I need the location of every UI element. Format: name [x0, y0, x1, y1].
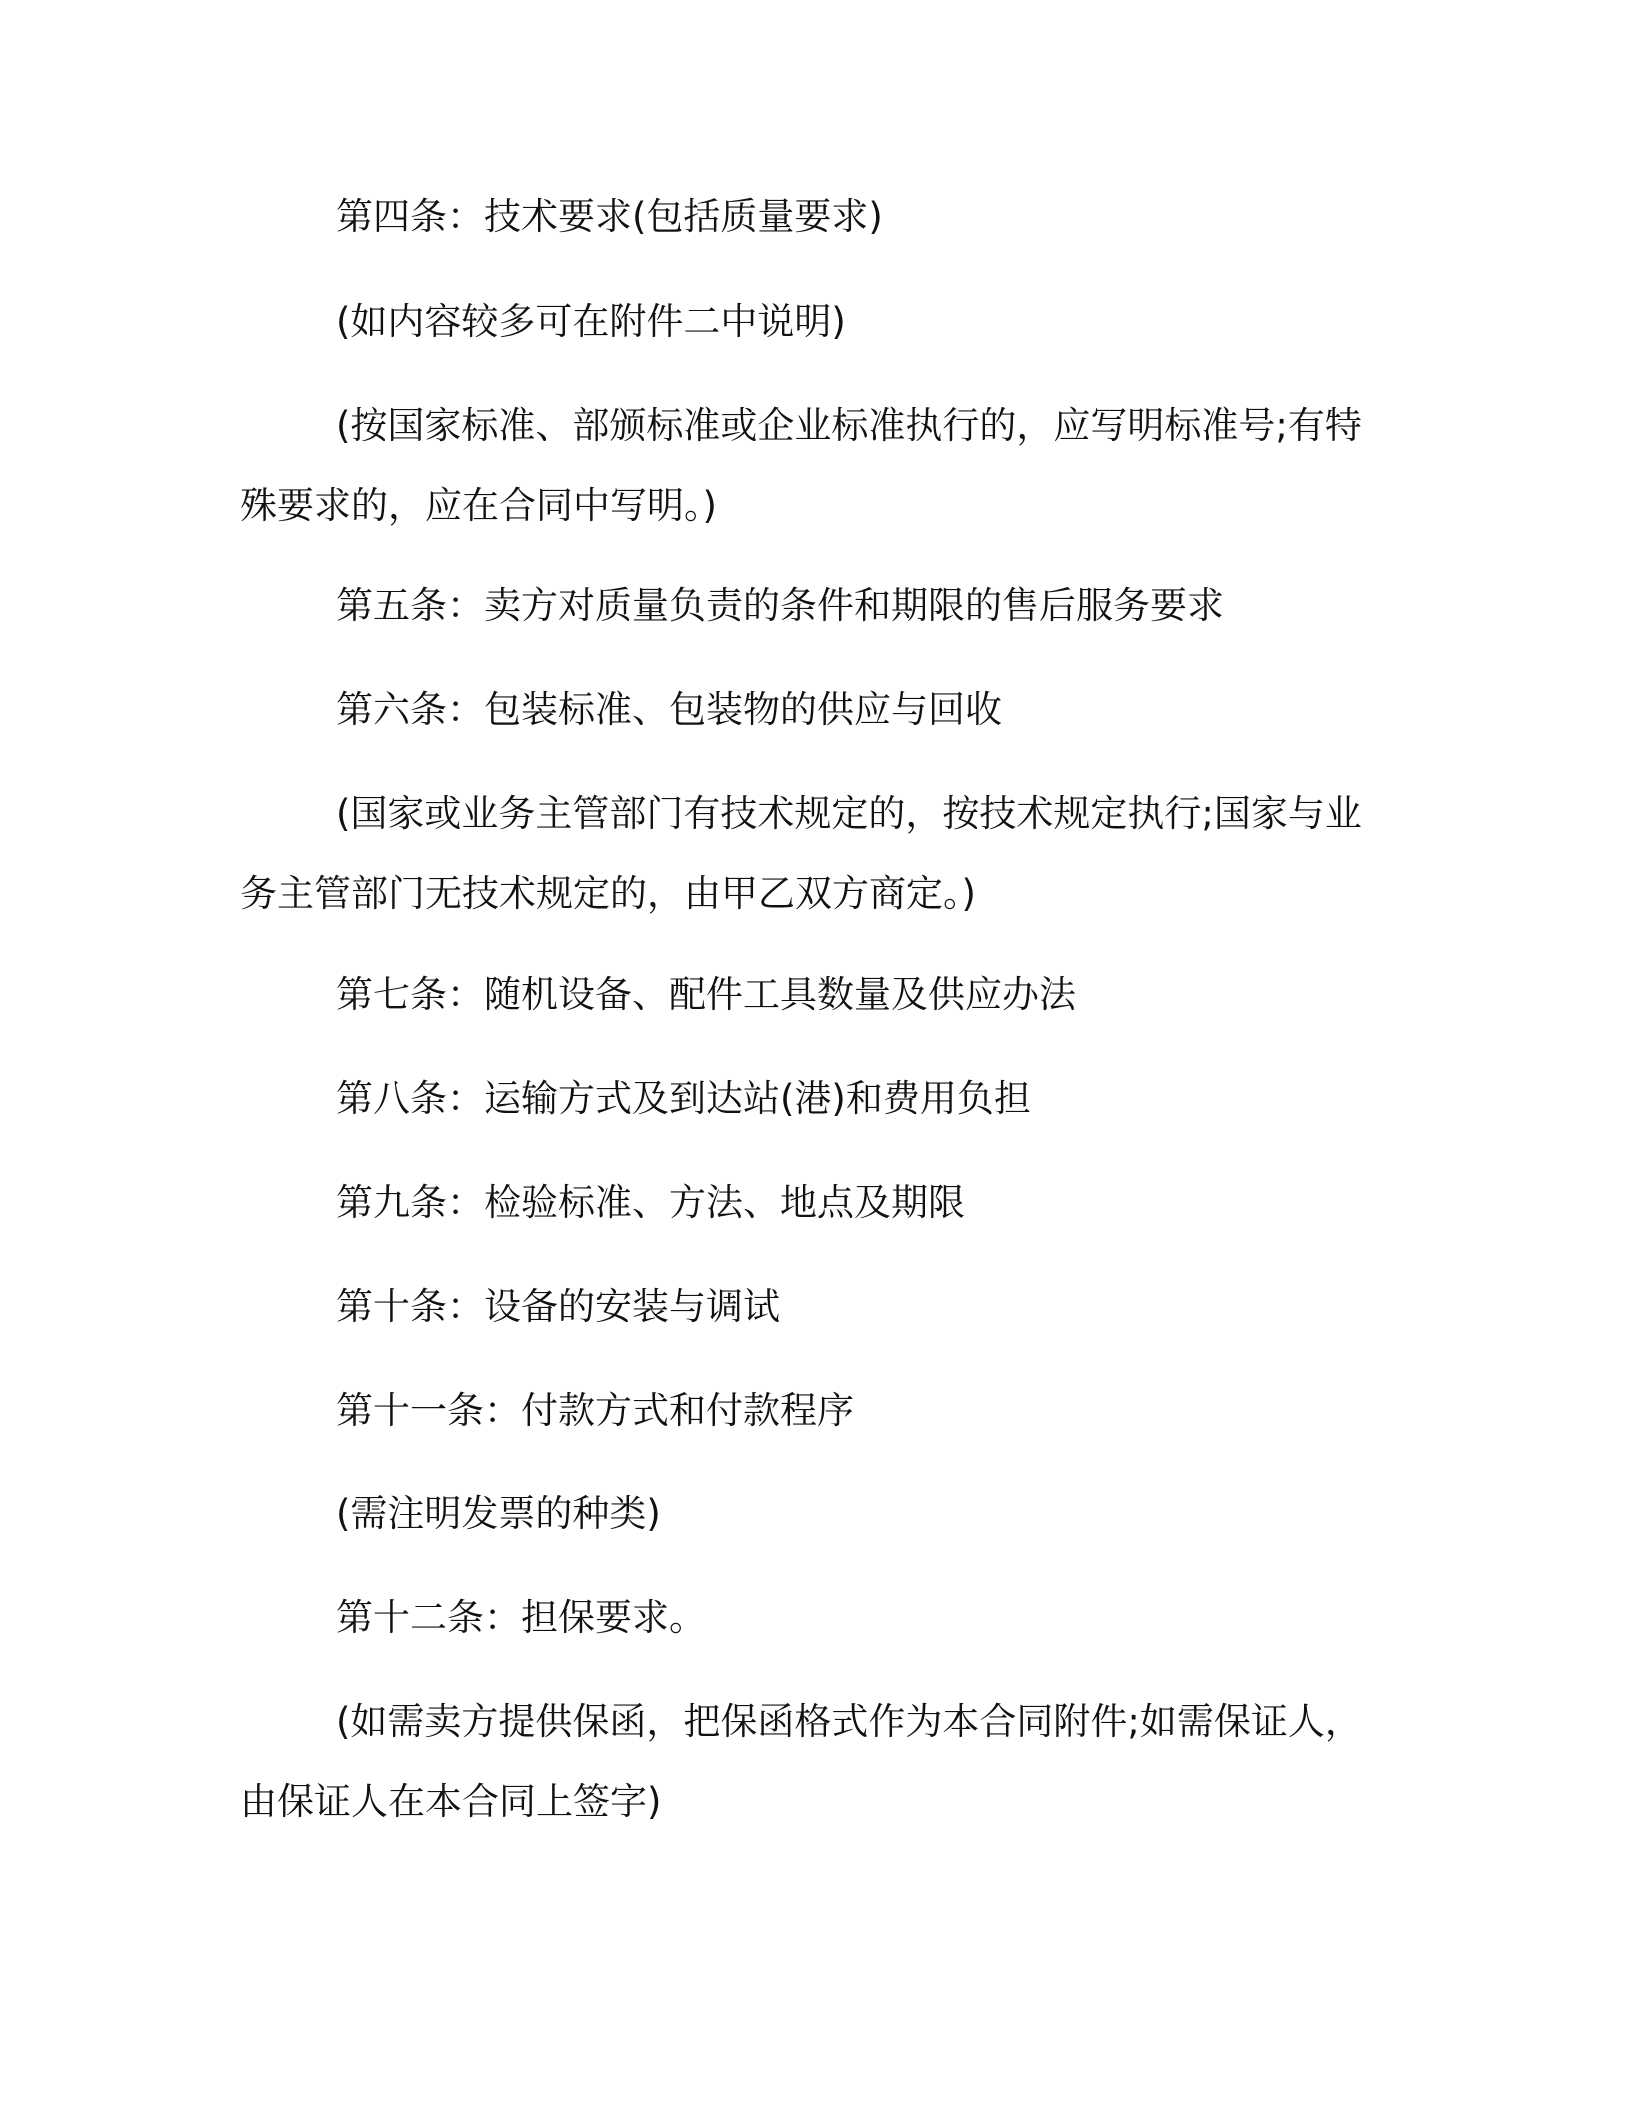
article-12-note: (如需卖方提供保函，把保函格式作为本合同附件;如需保证人，由保证人在本合同上签字): [240, 1700, 1362, 1823]
article-6-heading: 第六条：包装标准、包装物的供应与回收: [336, 688, 1002, 731]
document-page: [240, 0, 1364, 2112]
article-12-heading: 第十二条：担保要求。: [336, 1596, 706, 1639]
article-11-heading: 第十一条：付款方式和付款程序: [336, 1389, 854, 1432]
article-4-heading: 第四条：技术要求(包括质量要求): [336, 195, 883, 238]
article-5-heading: 第五条：卖方对质量负责的条件和期限的售后服务要求: [336, 584, 1224, 627]
article-9-heading: 第九条：检验标准、方法、地点及期限: [336, 1181, 965, 1224]
article-4-standard-note: (按国家标准、部颁标准或企业标准执行的，应写明标准号;有特殊要求的，应在合同中写明。): [240, 404, 1362, 527]
article-8-heading: 第八条：运输方式及到达站(港)和费用负担: [336, 1077, 1031, 1120]
article-6-note: (国家或业务主管部门有技术规定的，按技术规定执行;国家与业务主管部门无技术规定的，由甲乙双方商定。): [240, 792, 1362, 915]
article-4-note: (如内容较多可在附件二中说明): [336, 300, 846, 343]
article-7-heading: 第七条：随机设备、配件工具数量及供应办法: [336, 973, 1076, 1016]
article-11-note: (需注明发票的种类): [336, 1492, 661, 1535]
article-10-heading: 第十条：设备的安装与调试: [336, 1285, 780, 1328]
